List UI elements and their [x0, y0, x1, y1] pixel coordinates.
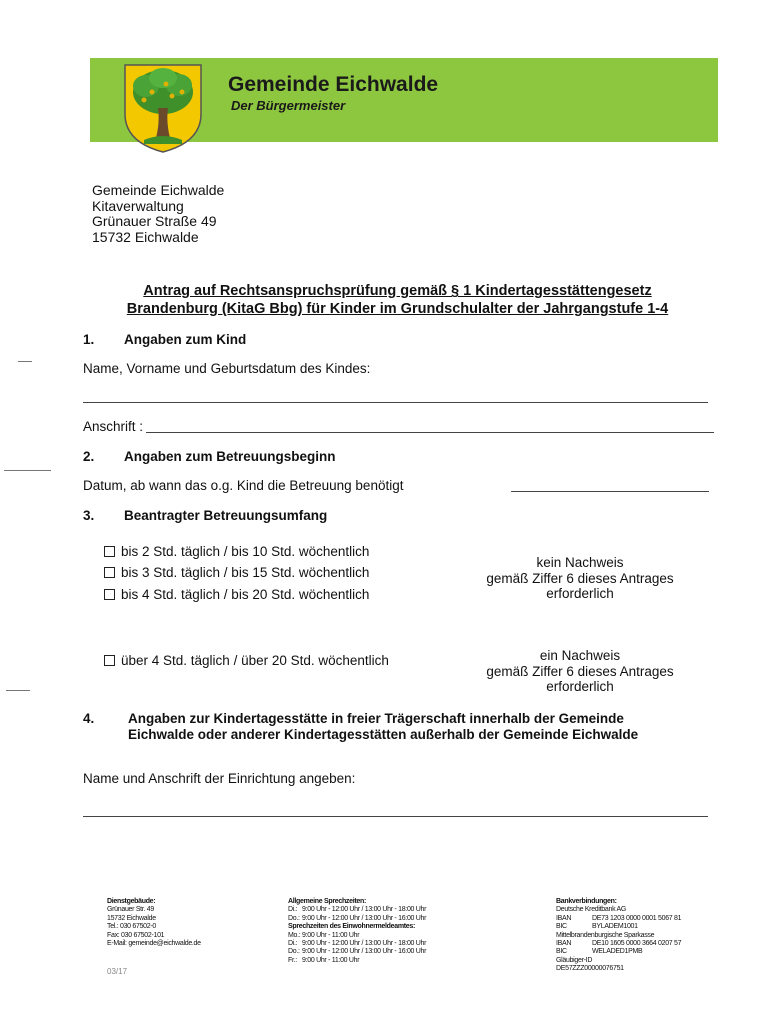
address-label: Anschrift :	[83, 419, 144, 434]
hours-row	[288, 957, 426, 965]
margin-mark	[18, 361, 32, 362]
proof-required-note	[470, 648, 690, 695]
bank-value: BYLADEM1001	[592, 923, 638, 931]
header-title: Gemeinde Eichwalde	[228, 73, 439, 96]
form-title	[80, 282, 715, 318]
day: Fr.:	[288, 956, 297, 964]
bank-key: BIC	[556, 923, 567, 931]
address-line: Grünauer Straße 49	[92, 213, 217, 229]
hours-row	[288, 940, 426, 948]
footer-line: Fax: 030 67502-101	[107, 931, 165, 939]
time: 9:00 Uhr - 12:00 Uhr / 13:00 Uhr - 16:00 Uhr	[302, 914, 427, 922]
checkbox[interactable]	[104, 589, 115, 600]
address-field[interactable]	[146, 432, 714, 433]
option-2h[interactable]	[104, 544, 369, 559]
start-date-field[interactable]	[511, 491, 709, 492]
version-mark: 03/17	[107, 967, 128, 976]
bank-key: BIC	[556, 948, 567, 956]
section-3-number: 3.	[83, 508, 95, 523]
day: Di.:	[288, 906, 298, 914]
note-line: kein Nachweis	[536, 555, 624, 570]
child-name-field[interactable]	[83, 402, 708, 403]
footer-heading: Dienstgebäude:	[107, 898, 156, 905]
note-line: ein Nachweis	[539, 648, 621, 663]
checkbox[interactable]	[104, 546, 115, 557]
note-line: gemäß Ziffer 6 dieses Antrages	[486, 663, 674, 679]
bank-name: Deutsche Kreditbank AG	[556, 906, 627, 914]
option-label: bis 3 Std. täglich / bis 15 Std. wöchentlich	[121, 565, 370, 580]
footer-line: Grünauer Str. 49	[107, 906, 154, 914]
section-4-heading	[128, 711, 638, 743]
footer-email: E-Mail: gemeinde@eichwalde.de	[107, 940, 201, 948]
footer-bank	[556, 898, 681, 974]
section-3-heading: Beantragter Betreuungsumfang	[124, 508, 328, 523]
time: 9:00 Uhr - 12:00 Uhr / 13:00 Uhr - 16:00 Uhr	[302, 948, 427, 956]
footer-heading: Sprechzeiten des Einwohnermeldeamtes:	[288, 923, 415, 931]
address-line: 15732 Eichwalde	[92, 228, 199, 245]
start-date-label: Datum, ab wann das o.g. Kind die Betreuung benötigt	[83, 478, 404, 493]
section-2-heading: Angaben zum Betreuungsbeginn	[124, 449, 336, 464]
option-label: bis 2 Std. täglich / bis 10 Std. wöchentlich	[121, 544, 370, 559]
time: 9:00 Uhr - 12:00 Uhr / 13:00 Uhr - 18:00 Uhr	[302, 906, 427, 914]
time: 9:00 Uhr - 12:00 Uhr / 13:00 Uhr - 18:00 Uhr	[302, 940, 427, 948]
checkbox[interactable]	[104, 655, 115, 666]
hours-row	[288, 932, 426, 940]
hours-row	[288, 948, 426, 956]
tree-coat-of-arms-icon	[122, 62, 204, 154]
day: Do.:	[288, 914, 300, 922]
margin-mark	[4, 470, 51, 471]
bank-value: DE10 1605 0000 3664 0207 57	[592, 940, 682, 948]
option-4h[interactable]	[104, 587, 369, 602]
option-over-4h[interactable]	[104, 653, 389, 668]
option-3h[interactable]	[104, 565, 369, 580]
note-line: gemäß Ziffer 6 dieses Antrages	[486, 570, 674, 586]
hours-row	[288, 906, 426, 914]
address-line: Gemeinde Eichwalde	[92, 182, 225, 198]
bank-key: IBAN	[556, 914, 572, 922]
bank-name: Mittelbrandenburgische Sparkasse	[556, 931, 655, 939]
no-proof-note	[470, 555, 690, 602]
child-name-label: Name, Vorname und Geburtsdatum des Kindes:	[83, 361, 371, 376]
bank-row	[556, 948, 681, 956]
header-subtitle: Der Bürgermeister	[231, 98, 346, 113]
bank-row	[556, 923, 681, 931]
footer-heading: Bankverbindungen:	[556, 898, 617, 905]
bank-key: IBAN	[556, 940, 572, 948]
bank-value: WELADED1PMB	[592, 948, 643, 956]
recipient-address	[92, 183, 224, 245]
day: Mo.:	[288, 931, 301, 939]
margin-mark	[6, 690, 30, 691]
note-line: erforderlich	[546, 679, 614, 694]
footer-line: 15732 Eichwalde	[107, 914, 156, 922]
day: Do.:	[288, 948, 300, 956]
section-4-heading-line: Eichwalde oder anderer Kindertagesstätten außerhalb der Gemeinde Eichwalde	[128, 727, 639, 742]
checkbox[interactable]	[104, 567, 115, 578]
hours-row	[288, 915, 426, 923]
time: 9:00 Uhr - 11:00 Uhr	[302, 931, 360, 939]
section-1-number: 1.	[83, 332, 95, 347]
section-4-number: 4.	[83, 711, 95, 726]
form-title-line: Brandenburg (KitaG Bbg) für Kinder im Grundschulalter der Jahrgangstufe 1-4	[126, 301, 669, 317]
section-2-number: 2.	[83, 449, 95, 464]
form-title-line: Antrag auf Rechtsanspruchsprüfung gemäß § 1 Kindertagesstättengesetz	[143, 283, 652, 299]
footer-heading: Allgemeine Sprechzeiten:	[288, 898, 366, 905]
bank-value: DE73 1203 0000 0001 5067 81	[592, 914, 682, 922]
note-line: erforderlich	[546, 586, 614, 601]
bank-row	[556, 940, 681, 948]
footer-hours	[288, 898, 426, 965]
footer-office	[107, 898, 201, 948]
footer-line: Tel.: 030 67502-0	[107, 923, 156, 931]
creditor-id: DE57ZZZ00000076751	[556, 965, 624, 973]
address-line: Kitaverwaltung	[92, 197, 184, 214]
creditor-label: Gläubiger-ID	[556, 956, 593, 964]
section-4-heading-line: Angaben zur Kindertagesstätte in freier Trägerschaft innerhalb der Gemeinde	[128, 711, 624, 726]
option-label: bis 4 Std. täglich / bis 20 Std. wöchentlich	[121, 587, 370, 602]
time: 9:00 Uhr - 11:00 Uhr	[302, 956, 360, 964]
facility-label: Name und Anschrift der Einrichtung angeben:	[83, 771, 356, 786]
facility-field[interactable]	[83, 816, 708, 817]
option-label: über 4 Std. täglich / über 20 Std. wöchentlich	[121, 653, 389, 668]
bank-row	[556, 915, 681, 923]
day: Di.:	[288, 940, 298, 948]
section-1-heading: Angaben zum Kind	[124, 332, 247, 347]
